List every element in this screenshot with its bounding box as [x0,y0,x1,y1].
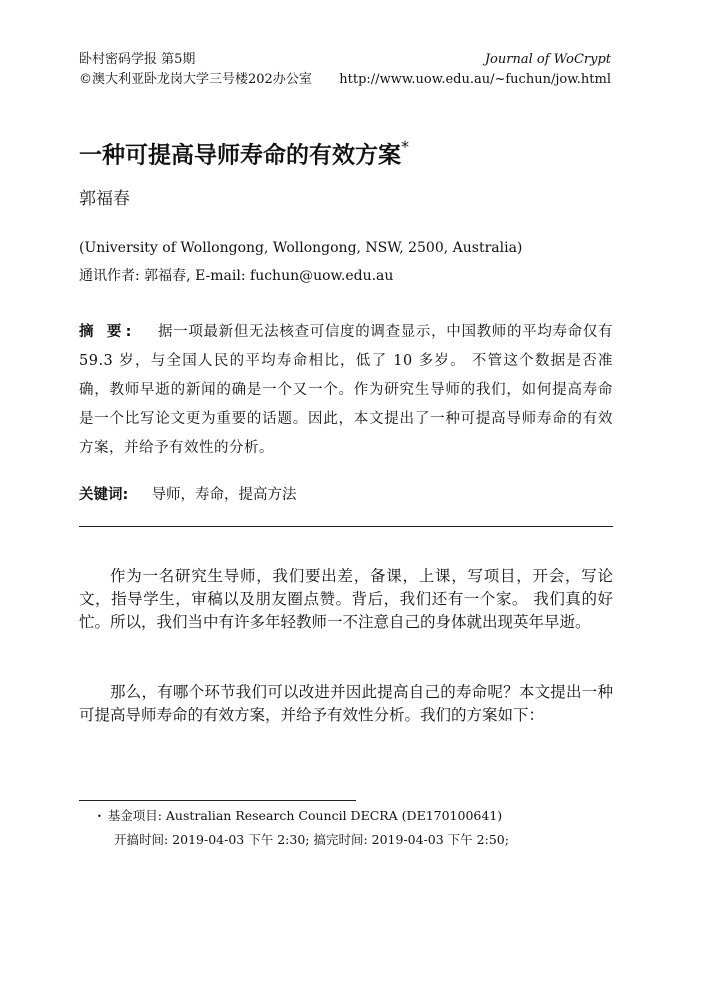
abstract-text: 据一项最新但无法核查可信度的调查显示，中国教师的平均寿命仅有 59.3 岁，与全国人民的平均寿命相比，低了 10 多岁。 不管这个数据是否准确，教师早逝的新闻的确是一个又一个。作为研究生导师的我们，如何提高寿命是一个比写论文更为重要的话题。因此，本文提出了一种可提高导师寿命的有效方案，并给予有效性的分析。 [79,324,614,456]
abstract [79,318,613,463]
journal-url[interactable]: http://www.uow.edu.au/~fuchun/jow.html [339,72,611,87]
keywords-text: 导师，寿命，提高方法 [151,487,297,503]
title-footnote-mark: * [401,137,409,156]
journal-issue: 卧村密码学报 第5期 [79,52,196,67]
affiliation: (University of Wollongong, Wollongong, NSW, 2500, Australia) [79,240,523,256]
author-name: 郭福春 [79,189,130,209]
footnote-dates: 开搞时间: 2019-04-03 下午 2:30; 搞完时间: 2019-04-03 下午 2:50; [114,832,509,847]
paper-title-text: 一种可提高导师寿命的有效方案 [79,142,401,169]
journal-address: ©澳大利亚卧龙岗大学三号楼202办公室 [79,72,312,87]
footnote-divider [79,800,356,801]
keywords-label: 关键词: [79,487,129,503]
footnote-bullet: • [97,811,102,821]
journal-name: Journal of WoCrypt [484,52,611,67]
footnote-funding-text: 基金项目: Australian Research Council DECRA (DE170100641) [107,808,503,823]
abstract-label: 摘 要: [79,324,136,340]
keywords [79,484,297,506]
body-paragraph-2: 那么，有哪个环节我们可以改进并因此提高自己的寿命呢？本文提出一种可提高导师寿命的有效方案，并给予有效性分析。我们的方案如下： [79,683,613,724]
paper-title [79,134,409,171]
footnote-funding [97,807,502,826]
section-divider [79,526,613,527]
body-paragraph-1: 作为一名研究生导师，我们要出差，备课，上课，写项目，开会，写论文，指导学生，审稿以及朋友圈点赞。背后，我们还有一个家。 我们真的好忙。所以，我们当中有许多年轻教师一不注意自己的身体就出现英年早逝。 [79,567,613,631]
corresponding-author: 通讯作者: 郭福春, E-mail: fuchun@uow.edu.au [79,268,394,284]
